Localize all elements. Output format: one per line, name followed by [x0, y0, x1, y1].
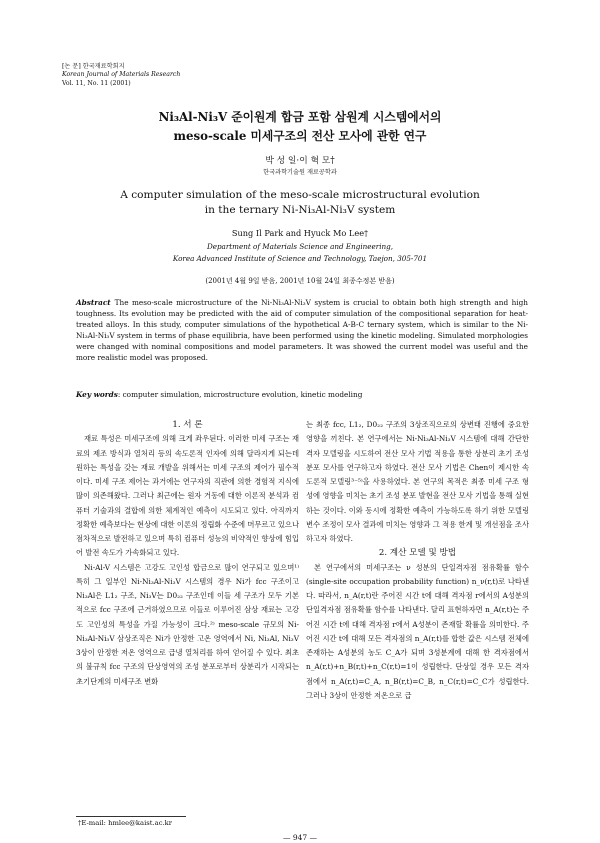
english-authors: Sung Il Park and Hyuck Mo Lee† [231, 228, 369, 238]
journal-header [62, 63, 180, 88]
section-1-paragraph-3: 는 최종 fcc, L1₂, D0₂₂ 구조의 3상조직으로의 상변태 진행에 중요한 영향을 끼친다. 본 연구에서는 Ni-Ni₃Al-Ni₃V 시스템에 대해 간단한 격자 모델링을 시도하여 전산 모사 기법 적용을 통한 상분리 초기 조성분포 모사를 연구하고자 하였다. 전산 모사 기법은 Chen이 제시한 속도론적 모델링³⁻⁵⁾을 사용하였다. 본 연구의 목적은 최종 미세 구조 형성에 영향을 미치는 초기 조성 분포 발현을 전산 모사 기법을 통해 실현하는 것이다. 이와 동시에 정확한 예측이 가능하도록 하기 위한 모델링 변수 조정이 모사 결과에 미치는 영향과 그 적용 한계 및 개선점을 조사하고자 하였다. [306, 420, 529, 543]
english-title-line1: A computer simulation of the meso-scale microstructural evolution [120, 189, 480, 201]
english-affiliation [0, 241, 600, 264]
section-1-paragraph-1: 재료 특성은 미세구조에 의해 크게 좌우된다. 이러한 미세 구조는 재료의 제조 방식과 열처리 등의 속도론적 인자에 의해 달라지게 되는데 원하는 특성을 갖는 재료 개발을 위해서는 미세 구조의 제어가 필수적이다. 미세 구조 제어는 과거에는 연구자의 직관에 의한 경험적 지식에 많이 의존해왔다. 그러나 최근에는 원자 거동에 대한 이론적 분석과 컴퓨터 기술과의 결합에 의한 체계적인 예측이 시도되고 있다. 아직까지 정확한 예측보다는 현상에 대한 이론의 정립화 수준에 머무르고 있으나 점차적으로 발전하고 있으며 특히 컴퓨터 성능의 비약적인 향상에 힘입어 발전 속도가 가속화되고 있다. [76, 434, 299, 558]
page-number: — 947 — [282, 833, 318, 842]
footnote-divider [76, 816, 186, 817]
paper-type-tag: [논 문] [62, 63, 81, 70]
journal-name-en: Korean Journal of Materials Research [62, 71, 181, 79]
korean-title-line2: meso-scale 미세구조의 전산 모사에 관한 연구 [173, 129, 427, 143]
english-title-line2: in the ternary Ni-Ni₃Al-Ni₃V system [204, 204, 396, 216]
left-column [76, 418, 299, 689]
english-title [0, 188, 600, 218]
keywords [76, 390, 528, 399]
journal-name-ko: 한국재료학회지 [82, 63, 125, 70]
keywords-text: : computer simulation, microstructure evolution, kinetic modeling [117, 390, 363, 399]
abstract-text: The meso-scale microstructure of the Ni-Ni₃Al-Ni₃V system is crucial to obtain both high strength and high toughness. Its evolution may be predicted with the aid of computer simulation of the compositional separation for heat-treated alloys. In this study, computer simulations of the hypothetical A-B-C ternary system, which is similar to the Ni-Ni₃Al-Ni₃V system in terms of phase equilibria, have been performed using the kinetic modeling. Simulated morphologies were changed with nominal compositions and model parameters. It was showed the current model was useful and the more realistic model was proposed. [76, 298, 528, 363]
section-1-paragraph-2: Ni-Al-V 시스템은 고강도 고인성 합금으로 많이 연구되고 있으며¹⁾ 특히 그 일부인 Ni-Ni₃Al-Ni₃V 시스템의 경우 Ni가 fcc 구조이고 Ni₃Al은 L1₂ 구조, Ni₃V는 D0₂₂ 구조인데 이들 세 구조가 모두 기본적으로 fcc 구조에 근거하였으므로 이들로 이루어진 삼상 재료는 고강도 고인성의 특성을 가질 가능성이 크다.²⁾ meso-scale 규모의 Ni-Ni₃Al-Ni₃V 삼상조직은 Ni가 안정한 고온 영역에서 Ni, Ni₃Al, Ni₃V 3상이 안정한 저온 영역으로 급냉 열처리를 하여 얻어질 수 있다. 최초의 불규칙 fcc 구조의 단상영역의 조성 분포로부터 상분리가 시작되는 초기단계의 미세구조 변화 [76, 562, 299, 686]
english-affiliation-line1: Department of Materials Science and Engineering, [206, 242, 394, 251]
section-1-heading: 1. 서 론 [172, 420, 203, 430]
footnote-email: †E-mail: hmlee@kaist.ac.kr [78, 819, 173, 827]
section-2-paragraph-1: 본 연구에서의 미세구조는 ν 성분의 단일격자점 점유확률 함수 (single-site occupation probability function) n_ν(r,t)로 나타낸다. 따라서, n_A(r,t)란 주어진 시간 t에 대해 격자점 r에서의 A성분의 단일격자점 점유확률 함수를 나타낸다. 달리 표현하자면 n_A(r,t)는 주어진 시간 t에 대해 격자점 r에서 A성분이 존재할 확률을 의미한다. 주어진 시간 t에 대해 모든 격자점의 n_A(r,t)를 합한 값은 시스템 전체에 존재하는 A성분의 농도 C_A가 되며 3성분계에 대해 한 격자점에서 n_A(r,t)+n_B(r,t)+n_C(r,t)=1이 성립한다. 단상일 경우 모든 격자점에서 n_A(r,t)=C_A, n_B(r,t)=C_B, n_C(r,t)=C_C가 성립한다. 그러나 3상이 안정한 저온으로 급 [306, 562, 529, 700]
korean-title [0, 108, 600, 146]
abstract [76, 297, 528, 364]
english-affiliation-line2: Korea Advanced Institute of Science and Technology, Taejon, 305-701 [172, 253, 428, 263]
received-dates: (2001년 4월 9일 받음, 2001년 10월 24일 최종수정본 받음) [205, 277, 395, 285]
right-column [306, 418, 529, 703]
journal-volume: Vol. 11, No. 11 (2001) [62, 79, 131, 87]
korean-title-line1: Ni₃Al-Ni₃V 준이원계 합금 포함 삼원계 시스템에서의 [158, 110, 442, 124]
abstract-label: Abstract [76, 298, 111, 307]
korean-affiliation: 한국과학기술원 재료공학과 [263, 169, 337, 176]
section-2-heading: 2. 계산 모델 및 방법 [378, 548, 457, 559]
keywords-label: Key words [76, 390, 118, 399]
korean-authors: 박 성 일·이 혁 모† [265, 156, 335, 166]
